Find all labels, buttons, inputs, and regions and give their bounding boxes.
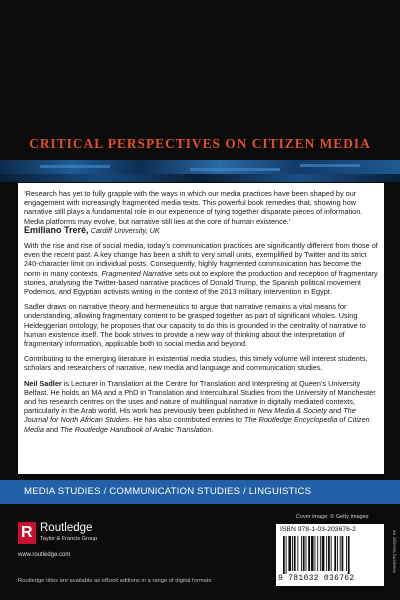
quote-text: ‘Research has yet to fully grapple with the ways in which our media practices have been shaped by our engagement with increasingly fragmented media texts. This powerful book remedies that, showing how narrative still plays a fundamental role in our experience of tying together disparate pieces of information. Media platforms may evolve, but narrative still lies at the core of human existence.’: [24, 189, 363, 226]
subject-categories: MEDIA STUDIES / COMMUNICATION STUDIES / LINGUISTICS: [24, 486, 312, 497]
series-title: CRITICAL PERSPECTIVES ON CITIZEN MEDIA: [29, 136, 371, 151]
barcode-number: 9 781032 036762: [278, 574, 355, 583]
publisher-group: Taylor & Francis Group: [40, 536, 98, 542]
decorative-band-shadow: [0, 174, 400, 182]
logo-letter: R: [21, 524, 33, 541]
journal-title: New Media & Society: [257, 406, 327, 416]
bio-text: .: [211, 424, 214, 434]
quote-author: Emiliano Treré,: [24, 224, 89, 235]
blurb-text: [24, 189, 378, 440]
paragraph-text: sets out to explore the production and reception of fragmentary stories, analysing the Twitter-based narrative practices of Donald Trump, the Spanish political movement Podemos, and Egyptian activists writing in the context of the 2013 military intervention in Egypt.: [24, 268, 378, 297]
description-paragraph-3: Contributing to the emerging literature in existential media studies, this timely volume will interest students, scholars and researchers of narrative, new media and language and communication studies.: [24, 354, 368, 373]
band-streak: [300, 164, 360, 167]
author-bio: [24, 379, 378, 434]
bio-text: and: [43, 424, 61, 434]
author-name: Neil Sadler: [24, 378, 62, 388]
barcode-icon: [282, 536, 378, 574]
book-title-reference: Fragmented Narrative: [101, 268, 173, 278]
book-title: The Routledge Handbook of Arabic Translation: [60, 424, 212, 434]
journal-title: The Journal for North African Studies: [24, 406, 356, 425]
publisher-url: www.routledge.com: [18, 552, 71, 558]
side-imprint: an informa business: [391, 530, 396, 573]
isbn-label: ISBN 978-1-03-203676-2: [280, 526, 356, 533]
routledge-logo-icon: [18, 522, 36, 544]
paragraph-text: With the rise and rise of social media, today’s communication practices are significantly different from those of even the recent past. A key change has been a shift to very small units, exemplified by Twitter and its strict 240-character limit on individual posts. Consequently, highly fragmented communication has become the norm in many contexts.: [24, 241, 378, 278]
bio-text: . He has also contributed entries to: [129, 415, 244, 425]
cover-image-credit: Cover image: © Getty Images: [296, 514, 369, 520]
barcode-box: [276, 524, 384, 586]
band-streak: [40, 165, 110, 168]
book-title: The Routledge Encyclopedia of Citizen Media: [24, 415, 370, 434]
publisher-name: Routledge: [40, 522, 93, 534]
bio-text: and: [326, 406, 344, 416]
bio-text: is Lecturer in Translation at the Centre for Translation and Interpreting at Queen’s University Belfast. He holds an MA and a PhD in Translation and Intercultural Studies from the University of Manchester and his research centres on the uses and nature of multilingual narrative in digitally mediated contexts, particularly in the Arab world. His work has previously been published in: [24, 378, 376, 416]
endorsement-quote: [24, 189, 378, 235]
subject-categories-bar: [0, 480, 400, 504]
description-paragraph-1: [24, 241, 378, 296]
ebook-availability-note: Routledge titles are available as eBook editions in a range of digital formats: [18, 578, 212, 584]
quote-affiliation: Cardiff University, UK: [90, 225, 160, 235]
blurb-panel: [18, 183, 384, 474]
band-streak: [190, 168, 280, 171]
description-paragraph-2: Sadler draws on narrative theory and hermeneutics to argue that narrative remains a vital means for understanding, allowing fragmentary content to be grasped together as part of significant wholes. Using Heideggerian ontology, he proposes that our capacity to do this is grounded in the centrality of narrative to human existence itself. The book strives to provide a new way of thinking about the interpretation of fragmentary information, applicable both to social media and beyond.: [24, 302, 366, 349]
